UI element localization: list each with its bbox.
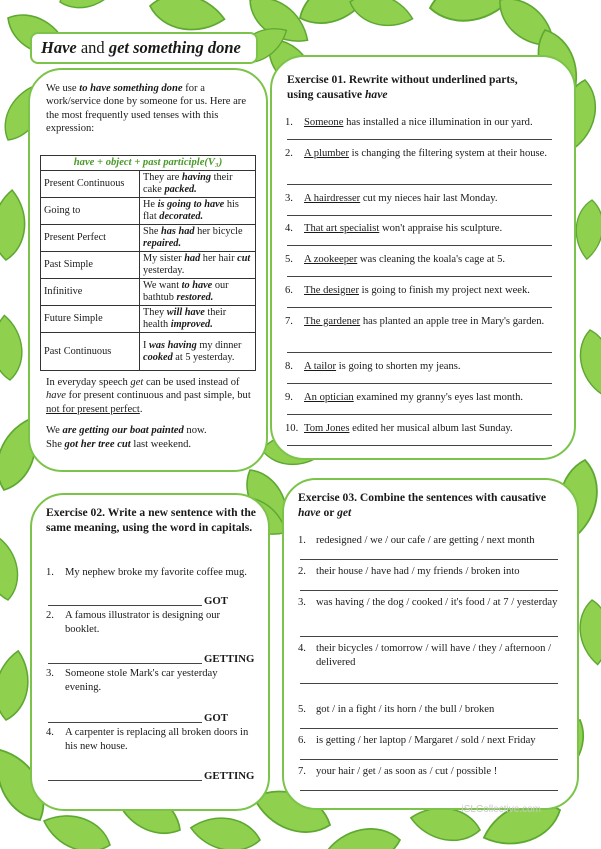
table-header: have + object + past participle(V₃)	[41, 156, 256, 171]
item-text: redesigned / we / our cafe / are getting / next month	[316, 535, 535, 546]
underlined-subject: A tailor	[304, 361, 337, 372]
example-participle-text: cooked	[143, 351, 173, 363]
item-text	[304, 192, 552, 206]
title-rest: get something done	[108, 38, 241, 57]
item-text: their bicycles / tomorrow / will have / they / afternoon / delivered	[316, 643, 552, 668]
table-row	[41, 225, 256, 252]
page-title	[30, 32, 258, 64]
item-rest: has installed a nice illumination in our yard.	[343, 117, 533, 128]
tense-example	[140, 279, 256, 306]
example-text: My sister	[143, 253, 185, 264]
answer-line[interactable]	[287, 215, 552, 216]
item-number: 6.	[298, 735, 306, 746]
item-number: 3.	[285, 193, 293, 204]
item-number: 2.	[285, 148, 293, 159]
item-text: Someone stole Mark's car yesterday evening.	[65, 668, 218, 693]
item-number: 9.	[285, 392, 293, 403]
example-participle	[171, 319, 213, 330]
item-rest: was cleaning the koala's cage at 5.	[357, 254, 506, 265]
example-participle-text: restored.	[176, 292, 214, 303]
answer-line[interactable]	[300, 683, 558, 684]
example-participle	[176, 292, 213, 303]
answer-line[interactable]	[300, 759, 558, 760]
item-number: 7.	[298, 766, 306, 777]
answer-line[interactable]	[48, 663, 202, 664]
exercise-1-content	[287, 72, 567, 102]
item-number: 7.	[285, 316, 293, 327]
item-rest: edited her musical album last Sunday.	[349, 423, 513, 434]
answer-line[interactable]	[300, 790, 558, 791]
answer-line[interactable]	[300, 590, 558, 591]
example-text: They	[143, 307, 167, 318]
answer-line[interactable]	[287, 445, 552, 446]
item-text	[304, 147, 552, 161]
example-have-text: will have	[166, 307, 205, 318]
exercise-3-heading: Exercise 03. Combine the sentences with causative have or get	[298, 491, 547, 519]
table-row	[41, 198, 256, 225]
table-row	[41, 306, 256, 333]
table-row	[41, 279, 256, 306]
example-have	[158, 199, 225, 210]
item-text	[304, 391, 552, 405]
example-1: We are getting our boat painted now.	[46, 425, 207, 437]
example-text: their health	[143, 307, 227, 330]
item-number: 4.	[285, 223, 293, 234]
item-text	[304, 315, 552, 329]
item-rest: cut my nieces hair last Monday.	[360, 193, 498, 204]
example-text: They are	[143, 172, 182, 183]
tense-name: Present Perfect	[41, 225, 140, 252]
answer-line[interactable]	[287, 414, 552, 415]
item-text: is getting / her laptop / Margaret / sold / next Friday	[316, 735, 536, 746]
example-text: our bathtub	[143, 280, 229, 303]
item-text: your hair / get / as soon as / cut / possible !	[316, 766, 498, 777]
item-number: 10.	[285, 423, 299, 434]
example-text: He	[143, 199, 158, 210]
answer-line[interactable]	[287, 139, 552, 140]
cue-word: GETTING	[204, 770, 255, 782]
item-number: 2.	[46, 610, 54, 621]
tense-name: Future Simple	[41, 306, 140, 333]
answer-line[interactable]	[287, 383, 552, 384]
intro-content	[40, 82, 260, 136]
tense-name: Past Continuous	[41, 333, 140, 371]
example-have-text: having	[181, 172, 212, 183]
tense-example	[140, 333, 256, 371]
answer-line[interactable]	[300, 728, 558, 729]
answer-line[interactable]	[48, 722, 202, 723]
item-rest: is going to finish my project next week.	[359, 285, 530, 296]
item-text	[304, 253, 552, 267]
example-have-text: to have	[181, 280, 213, 291]
example-2: She got her tree cut last weekend.	[46, 438, 192, 450]
item-text	[304, 222, 552, 236]
example-have-text: was having	[149, 339, 197, 351]
underlined-subject: A zookeeper	[304, 254, 358, 265]
underlined-subject: An optician	[304, 392, 354, 403]
title-and: and	[80, 38, 105, 57]
tense-example	[140, 306, 256, 333]
tense-name: Present Continuous	[41, 171, 140, 198]
example-participle-text: improved.	[170, 319, 213, 330]
answer-line[interactable]	[287, 245, 552, 246]
item-number: 2.	[298, 566, 306, 577]
answer-line[interactable]	[48, 780, 202, 781]
item-number: 1.	[285, 117, 293, 128]
item-number: 6.	[285, 285, 293, 296]
item-number: 5.	[298, 704, 306, 715]
item-number: 1.	[298, 535, 306, 546]
item-number: 8.	[285, 361, 293, 372]
example-participle	[159, 211, 203, 222]
item-number: 1.	[46, 567, 54, 578]
get-note: In everyday speech get can be used instead of have for present continuous and past simple, but not for present perfect.	[46, 377, 251, 415]
example-have	[149, 340, 197, 351]
cue-word: GOT	[204, 595, 228, 607]
item-text	[304, 360, 552, 374]
example-text: her bicycle	[194, 226, 243, 237]
item-number: 4.	[46, 727, 54, 738]
answer-line[interactable]	[287, 184, 552, 185]
intro-term: to have something done	[79, 83, 183, 94]
underlined-subject: A hairdresser	[304, 193, 361, 204]
answer-line[interactable]	[287, 352, 552, 353]
table-row	[41, 333, 256, 371]
cue-word: GOT	[204, 712, 228, 724]
exercise-3-content	[298, 490, 573, 520]
item-text	[304, 284, 552, 298]
tense-example	[140, 171, 256, 198]
example-text: yesterday.	[143, 265, 185, 276]
exercise-2-content	[46, 505, 256, 535]
item-number: 4.	[298, 643, 306, 654]
intro-paragraph: We use to have something done for a work/service done by someone for us. Here are the most frequently used tenses with this expression:	[46, 83, 247, 135]
exercise-2-heading: Exercise 02. Write a new sentence with the same meaning, using the word in capitals.	[46, 506, 256, 534]
tense-table	[40, 155, 256, 371]
tense-name: Going to	[41, 198, 140, 225]
item-number: 3.	[298, 597, 306, 608]
example-have-text: is going to have	[157, 199, 225, 210]
cue-word: GETTING	[204, 653, 255, 665]
answer-line[interactable]	[287, 276, 552, 277]
answer-line[interactable]	[287, 307, 552, 308]
intro-notes	[46, 376, 258, 451]
example-have	[184, 253, 200, 264]
example-participle-text: decorated.	[159, 211, 204, 222]
underlined-subject: Someone	[304, 117, 344, 128]
example-text: at 5 yesterday.	[172, 351, 235, 363]
answer-line[interactable]	[300, 636, 558, 637]
underlined-subject: A plumber	[304, 148, 350, 159]
watermark: iSLCollective.com	[461, 804, 541, 815]
tense-name: Infinitive	[41, 279, 140, 306]
tense-example	[140, 252, 256, 279]
example-participle-text: cut	[237, 253, 251, 264]
example-text: She	[143, 226, 162, 237]
item-rest: won't appraise his sculpture.	[379, 223, 503, 234]
item-rest: is going to shorten my jeans.	[336, 361, 461, 372]
example-participle	[164, 184, 196, 195]
example-participle-text: packed.	[164, 184, 197, 195]
item-text: was having / the dog / cooked / it's food / at 7 / yesterday	[316, 597, 558, 608]
example-have	[161, 226, 194, 237]
item-rest: has planted an apple tree in Mary's garden.	[360, 316, 545, 327]
item-text: their house / have had / my friends / broken into	[316, 566, 520, 577]
item-number: 5.	[285, 254, 293, 265]
table-row	[41, 171, 256, 198]
underlined-subject: The gardener	[304, 316, 361, 327]
example-have	[167, 307, 205, 318]
example-participle-text: repaired.	[143, 238, 182, 249]
tense-example	[140, 225, 256, 252]
underlined-subject: That art specialist	[304, 223, 380, 234]
table-row	[41, 252, 256, 279]
exercise-2-panel	[30, 493, 270, 811]
example-text: We want	[143, 280, 182, 291]
title-have: Have	[41, 38, 77, 57]
item-text	[304, 422, 552, 436]
example-have-text: has had	[161, 226, 195, 237]
underlined-subject: Tom Jones	[304, 423, 350, 434]
tense-name: Past Simple	[41, 252, 140, 279]
example-participle	[143, 352, 173, 363]
example-have	[182, 172, 211, 183]
tense-example	[140, 198, 256, 225]
example-participle	[143, 238, 181, 249]
example-have-text: had	[184, 253, 201, 264]
example-text: my dinner	[196, 339, 242, 351]
answer-line[interactable]	[300, 559, 558, 560]
item-text	[304, 116, 552, 130]
example-text: her hair	[200, 253, 238, 264]
example-participle	[237, 253, 250, 264]
item-number: 3.	[46, 668, 54, 679]
example-text: I	[143, 339, 150, 351]
item-text: A carpenter is replacing all broken doors in his new house.	[65, 727, 249, 752]
item-text: A famous illustrator is designing our booklet.	[65, 610, 221, 635]
answer-line[interactable]	[48, 605, 202, 606]
example-text: his flat	[143, 199, 239, 222]
item-rest: is changing the filtering system at their house.	[349, 148, 548, 159]
example-have	[182, 280, 213, 291]
example-text: their cake	[143, 172, 233, 195]
item-text: got / in a fight / its horn / the bull / broken	[316, 704, 495, 715]
exercise-1-heading: Exercise 01. Rewrite without underlined parts, using causative have	[287, 73, 518, 101]
item-text: My nephew broke my favorite coffee mug.	[65, 567, 247, 578]
underlined-subject: The designer	[304, 285, 360, 296]
item-rest: examined my granny's eyes last month.	[353, 392, 524, 403]
